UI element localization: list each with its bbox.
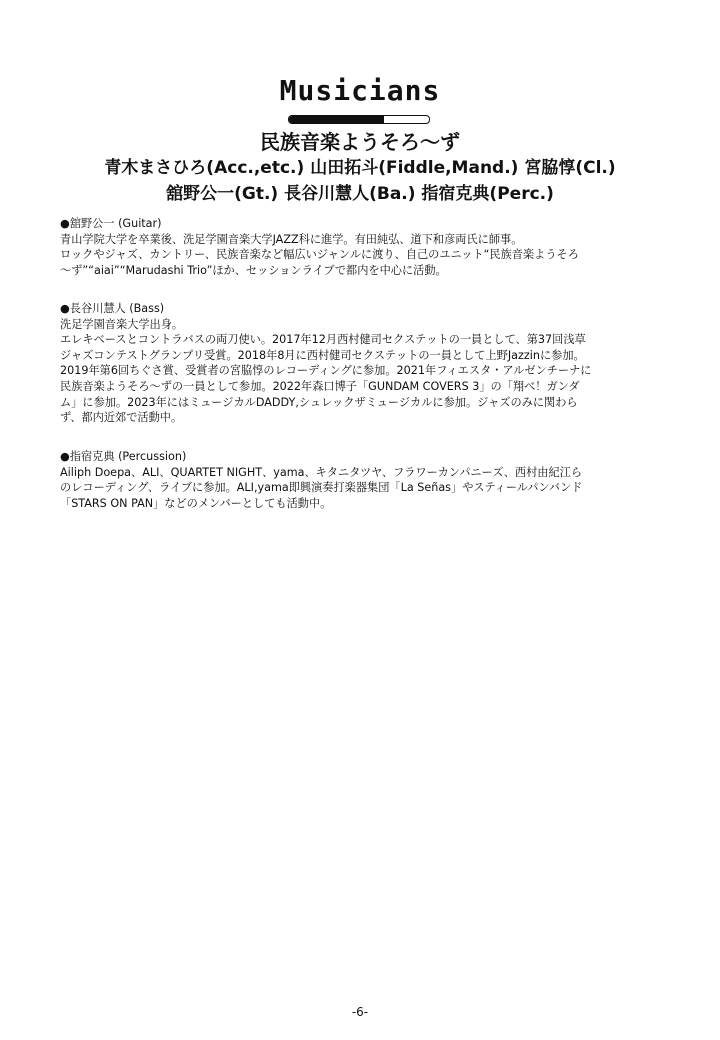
bio-text-line: ジャズコンテストグランプリ受賞。2018年8月に西村健司セクステットの一員として上野Jazzinに参加。 xyxy=(60,348,585,362)
bio-heading: ●長谷川慧人 (Bass) xyxy=(60,302,165,315)
page-number: -6- xyxy=(351,1005,369,1019)
bio-text-line: 「STARS ON PAN」などのメンバーとしても活動中。 xyxy=(60,496,332,510)
bio-text-line: Ailiph Doepa、ALI、QUARTET NIGHT、yama、キタニタツヤ、フラワーカンパニーズ、西村由紀江ら xyxy=(60,465,583,479)
bio-text-line: ロックやジャズ、カントリー、民族音楽など幅広いジャンルに渡り、自己のユニット“民族音楽ようそろ xyxy=(60,248,579,262)
bio-text-line: ず、都内近郊で活動中。 xyxy=(60,411,183,425)
page-title: Musicians xyxy=(279,74,441,107)
bio-heading: ●舘野公一 (Guitar) xyxy=(60,217,162,230)
bio-text-line: 民族音楽ようそろ～ずの一員として参加。2022年森口博子「GUNDAM COVERS 3」の「翔べ！ガンダ xyxy=(60,379,580,393)
bio-text-line: ～ず”“aiai”“Marudashi Trio”ほか、セッションライブで都内を中心に活動。 xyxy=(60,263,447,277)
bio-heading: ●指宿克典 (Percussion) xyxy=(60,450,187,463)
bio-text-line: 青山学院大学を卒業後、洗足学園音楽大学JAZZ科に進学。有田純弘、道下和彦両氏に師事。 xyxy=(60,232,523,246)
title-underline-fill xyxy=(289,116,384,123)
bio-tateno xyxy=(60,216,660,278)
bio-ibusuki xyxy=(60,449,660,511)
bio-text-line: 2019年第6回ちぐさ賞、受賞者の宮脇惇のレコーディングに参加。2021年フィエスタ・アルゼンチーナに xyxy=(60,364,592,378)
bio-text-line: 洗足学園音楽大学出身。 xyxy=(60,317,184,331)
band-name: 民族音楽ようそろ～ず xyxy=(260,130,460,154)
bio-text-line: ム」に参加。2023年にはミュージカルDADDY,シュレックザミュージカルに参加。ジャズのみに関わら xyxy=(60,395,578,409)
bio-hasegawa xyxy=(60,301,660,426)
bio-text-line: のレコーディング、ライブに参加。ALI,yama即興演奏打楽器集団「La Señas」やスティールパンバンド xyxy=(60,481,583,495)
members-line-1: 青木まさひろ(Acc.,etc.) 山田拓斗(Fiddle,Mand.) 宮脇惇(Cl.) xyxy=(104,158,616,178)
title-underline-decoration xyxy=(288,115,430,124)
bio-text-line: エレキベースとコントラバスの両刀使い。2017年12月西村健司セクステットの一員として、第37回浅草 xyxy=(60,333,586,347)
members-line-2: 舘野公一(Gt.) 長谷川慧人(Ba.) 指宿克典(Perc.) xyxy=(166,184,554,204)
